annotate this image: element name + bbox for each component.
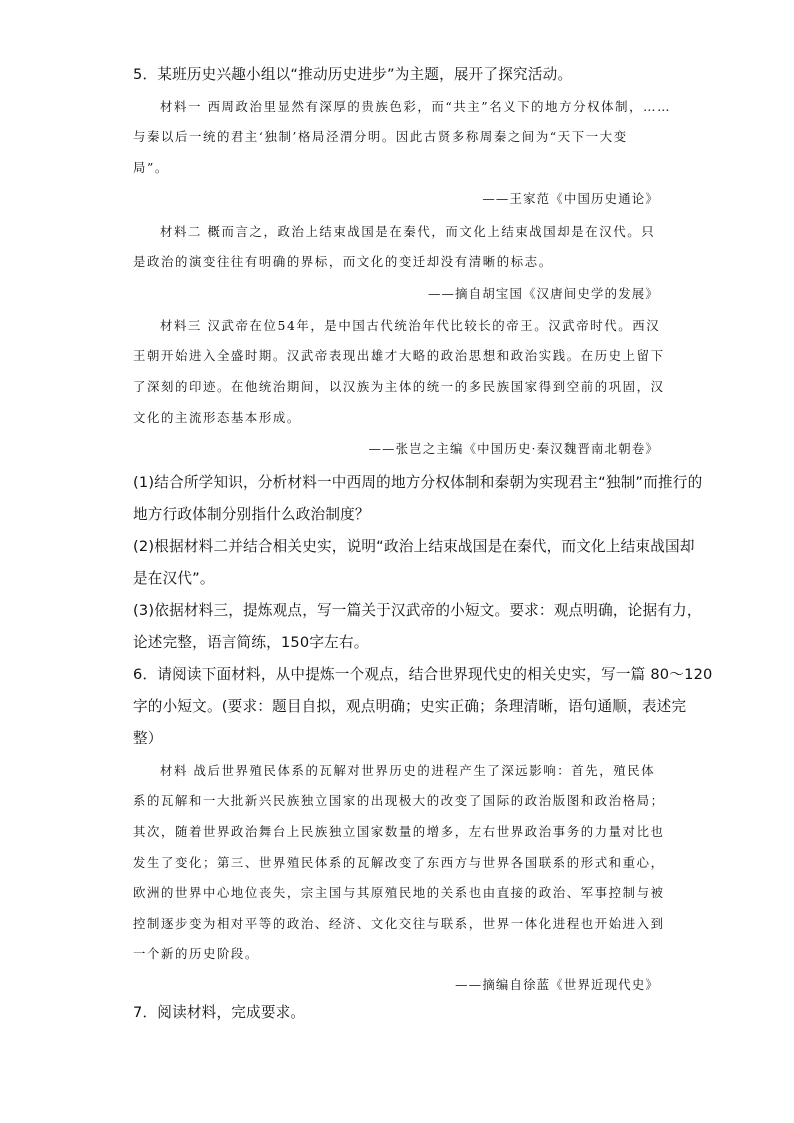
- q5-material-3-source: ——张岂之主编《中国历史·秦汉魏晋南北朝卷》: [368, 441, 659, 456]
- q6-material-line-1: 材料 战后世界殖民体系的瓦解对世界历史的进程产生了深远影响：首先，殖民体: [160, 763, 656, 778]
- q5-material-1-source: ——王家范《中国历史通论》: [482, 191, 659, 206]
- q5-subquestion-3-line-2: 论述完整，语言简练，150字左右。: [133, 634, 369, 651]
- question-6-stem-line-2: 字的小短文。(要求：题目自拟，观点明确；史实正确；条理清晰，语句通顺，表述完: [133, 698, 687, 715]
- q5-material-2-line-1: 材料二 概而言之，政治上结束战国是在秦代，而文化上结束战国却是在汉代。只: [160, 224, 656, 239]
- q5-subquestion-2-line-1: (2)根据材料二并结合相关史实，说明“政治上结束战国是在秦代，而文化上结束战国却: [133, 538, 695, 555]
- q5-material-3-line-4: 文化的主流形态基本形成。: [133, 410, 301, 425]
- q5-material-1-line-2: 与秦以后一统的君主‘独制’格局泾渭分明。因此古贤多称周秦之间为“天下一大变: [133, 129, 628, 144]
- question-7-stem: 7．阅读材料，完成要求。: [133, 1004, 306, 1021]
- q5-material-1-line-1: 材料一 西周政治里显然有深厚的贵族色彩，而“共主”名义下的地方分权体制，……: [160, 99, 672, 114]
- q5-material-1-line-3: 局”。: [133, 160, 169, 175]
- q5-material-2-line-2: 是政治的演变往往有明确的界标，而文化的变迁却没有清晰的标志。: [133, 254, 553, 269]
- question-6-stem-line-1: 6．请阅读下面材料，从中提炼一个观点，结合世界现代史的相关史实，写一篇 80～120: [133, 666, 713, 683]
- q5-material-3-line-1: 材料三 汉武帝在位54年，是中国古代统治年代比较长的帝王。汉武帝时代。西汉: [160, 318, 661, 333]
- q5-material-3-line-3: 了深刻的印迹。在他统治期间，以汉族为主体的统一的多民族国家得到空前的巩固，汉: [133, 379, 665, 394]
- q6-material-line-2: 系的瓦解和一大批新兴民族独立国家的出现极大的改变了国际的政治版图和政治格局；: [133, 793, 665, 808]
- q6-material-line-5: 欧洲的世界中心地位丧失，宗主国与其原殖民地的关系也由直接的政治、军事控制与被: [133, 885, 665, 900]
- q5-subquestion-2-line-2: 是在汉代”。: [133, 570, 215, 587]
- question-6-stem-line-3: 整）: [133, 730, 163, 747]
- q5-material-3-line-2: 王朝开始进入全盛时期。汉武帝表现出雄才大略的政治思想和政治实践。在历史上留下: [133, 348, 665, 363]
- q6-material-line-6: 控制逐步变为相对平等的政治、经济、文化交往与联系，世界一体化进程也开始进入到: [133, 916, 665, 931]
- question-5-stem: 5．某班历史兴趣小组以“推动历史进步”为主题，展开了探究活动。: [133, 66, 573, 83]
- q5-material-2-source: ——摘自胡宝国《汉唐间史学的发展》: [427, 286, 659, 301]
- q6-material-line-7: 一个新的历史阶段。: [133, 946, 259, 961]
- q6-material-line-4: 发生了变化；第三、世界殖民体系的瓦解改变了东西方与世界各国联系的形式和重心，: [133, 855, 665, 870]
- q6-material-line-3: 其次，随着世界政治舞台上民族独立国家数量的增多，左右世界政治事务的力量对比也: [133, 824, 665, 839]
- q6-material-source: ——摘编自徐蓝《世界近现代史》: [455, 977, 659, 992]
- q5-subquestion-1-line-1: (1)结合所学知识，分析材料一中西周的地方分权体制和秦朝为实现君主“独制”而推行的: [133, 474, 703, 491]
- q5-subquestion-1-line-2: 地方行政体制分别指什么政治制度？: [133, 506, 370, 523]
- q5-subquestion-3-line-1: (3)依据材料三，提炼观点，写一篇关于汉武帝的小短文。要求：观点明确，论据有力，: [133, 602, 702, 619]
